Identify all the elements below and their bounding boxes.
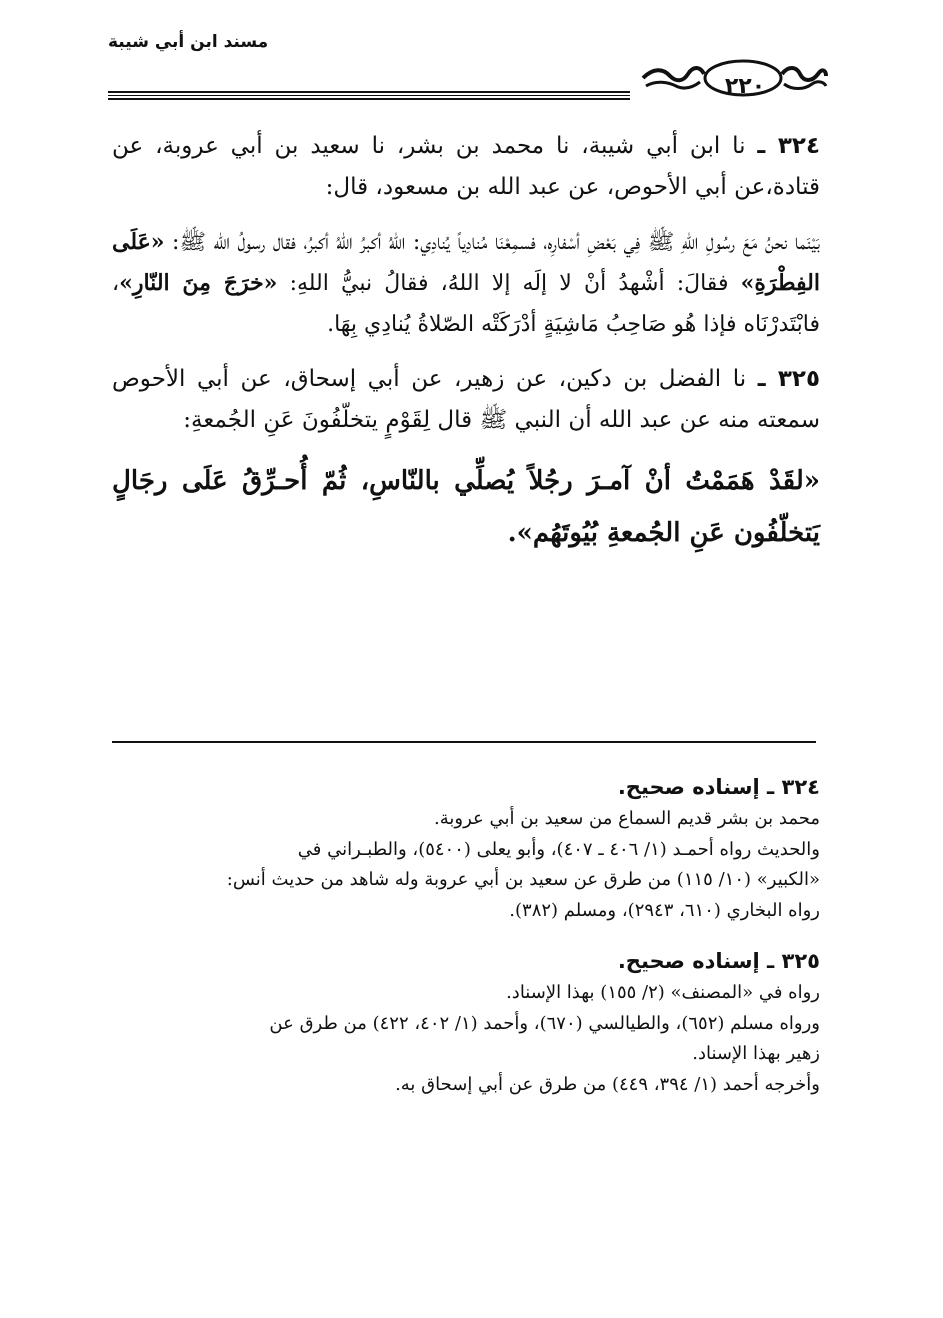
hadith-number: ٣٢٤ ـ <box>757 133 820 159</box>
matn-text: فقالَ: أشْهدُ أنْ لا إلَه إلا اللهُ، فقالُ نبيُّ اللهِ: <box>289 271 729 296</box>
footnote-line: محمد بن بشر قديم السماع من سعيد بن أبي عروبة. <box>434 808 820 829</box>
matn-text: بَيْنَما نحنُ مَعَ رسُولِ اللهِ ﷺ فِي بَعْضِ أسْفارِه، فسمِعْنَا مُنادِياً يُنادِي: اللهُ أكبرُ اللهُ أكبرُ، فقال رسولُ الله ﷺ: <box>172 230 821 255</box>
footnote-line: «الكبير» (١٠/ ١١٥) من طرق عن سعيد بن أبي عروبة وله شاهد من حديث أنس: <box>226 869 820 890</box>
footnote-line: زهير بهذا الإسناد. <box>692 1043 820 1064</box>
isnad-text: نا الفضل بن دكين، عن زهير، عن أبي إسحاق، عن أبي الأحوص سمعته منه عن عبد الله أن النبي ﷺ قال لِقَوْمٍ يتخلّفُونَ عَنِ الجُمعةِ: <box>112 366 820 433</box>
matn-text: ، فابْتَدرْنَاه فإذا هُو صَاحِبُ مَاشِيَةٍ أدْرَكَتْه الصّلاةُ يُنادِي بِهَا. <box>112 271 820 337</box>
hadith-325-isnad <box>112 359 820 441</box>
header-rule <box>108 91 630 102</box>
page-header <box>108 28 824 99</box>
footnotes <box>112 770 820 1118</box>
hadith-324-isnad <box>112 126 820 208</box>
isnad-text: نا ابن أبي شيبة، نا محمد بن بشر، نا سعيد بن أبي عروبة، عن قتادة،عن أبي الأحوص، عن عبد الله بن مسعود، قال: <box>112 133 820 200</box>
hadith-324-matn <box>112 222 820 345</box>
hadith-325-matn: «لقَدْ هَمَمْتُ أنْ آمـرَ رجُلاً يُصلِّي بالنّاسِ، ثُمّ أُحـرِّقُ عَلَى رجَالٍ يَتخلّفُون عَنِ الجُمعةِ بُيُوتَهُم». <box>112 466 820 548</box>
footnote-line: رواه في «المصنف» (٢/ ١٥٥) بهذا الإسناد. <box>506 982 820 1003</box>
footnote-324 <box>112 770 820 926</box>
matn-quote: «خرَجَ مِنَ النّارِ» <box>119 270 278 296</box>
footnote-divider <box>112 741 816 743</box>
footnote-line: رواه البخاري (٦١٠، ٢٩٤٣)، ومسلم (٣٨٢). <box>509 899 820 921</box>
footnote-line: والحديث رواه أحمـد (١/ ٤٠٦ ـ ٤٠٧)، وأبو يعلى (٥٤٠٠)، والطبـراني في <box>297 838 820 860</box>
hadith-number: ٣٢٥ ـ <box>757 366 821 392</box>
main-text <box>112 126 820 573</box>
book-title: مسند ابن أبي شيبة <box>108 32 269 52</box>
footnote-title: ٣٢٤ ـ إسناده صحيح. <box>617 775 820 799</box>
footnote-title: ٣٢٥ ـ إسناده صحيح. <box>617 949 820 973</box>
matn-quote: «عَلَى الفِطْرَةِ» <box>112 229 820 296</box>
page-number: ٢٢٠ <box>724 74 766 99</box>
footnote-line: ورواه مسلم (٦٥٢)، والطيالسي (٦٧٠)، وأحمد (١/ ٤٠٢، ٤٢٢) من طرق عن <box>269 1012 820 1034</box>
footnote-325 <box>112 944 820 1100</box>
footnote-line: وأخرجه أحمد (١/ ٣٩٤، ٤٤٩) من طرق عن أبي إسحاق به. <box>395 1073 820 1095</box>
